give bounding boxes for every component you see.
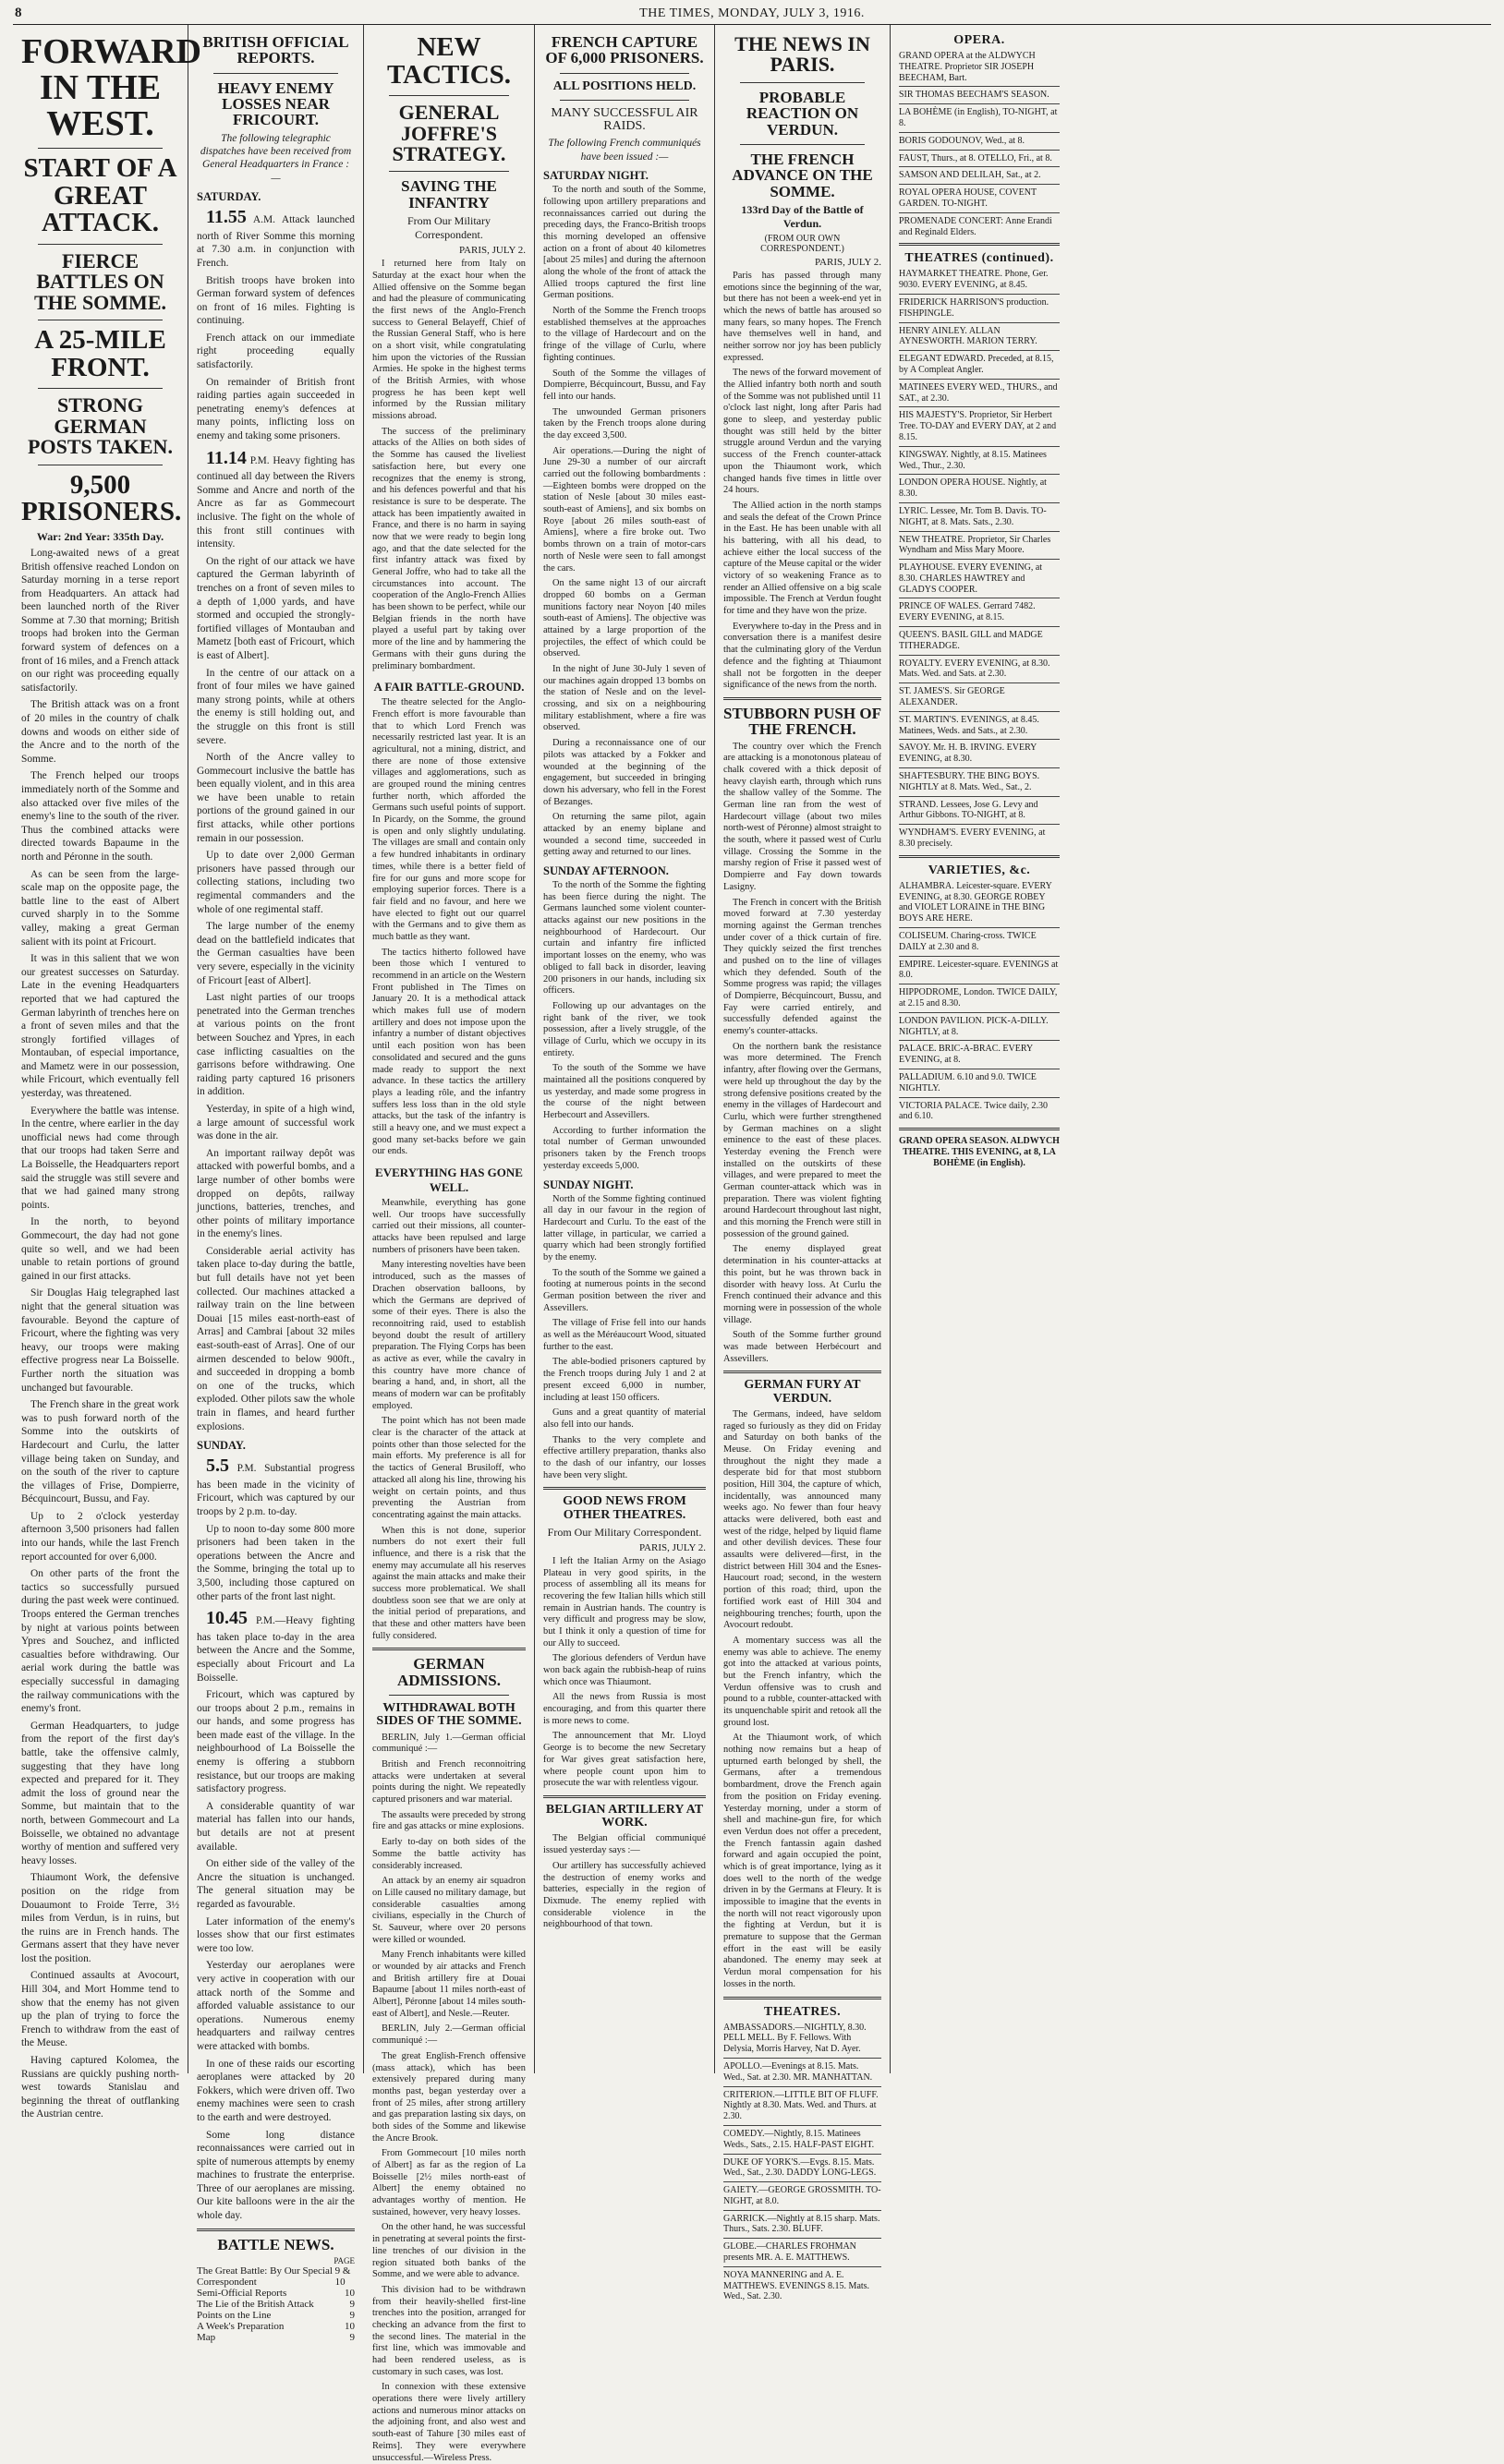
columns [13,25,1491,2463]
paragraph: The able-bodied prisoners captured by the French troops during July 1 and 2 at present exceed 6,000 in number, including at least 150 officers. [543,1357,706,1403]
battle-news-page: 9 [349,2299,355,2310]
paragraph: On returning the same pilot, again attacked by an enemy biplane and wounded a second time, succeeded in getting away and returned to our lines. [543,812,706,858]
listing-item: ROYAL OPERA HOUSE, COVENT GARDEN. TO-NIGHT. [899,187,1037,209]
varieties-title: VARIETIES, &c. [928,863,1031,877]
paragraph: The enemy displayed great determination in his counter-attacks at this point, but he was thrown back in disorder with heavy loss. At Curlu the French continued their advance and this morning were in possession of the whole village. [723,1244,881,1325]
dispatch-entry [197,376,355,443]
paragraph: Having captured Kolomea, the Russians are quickly pushing north-west towards Stanislau and beginning the threat of outflanking the Austrian centre. [21,2055,179,2120]
article-body [21,547,179,2121]
paragraph: North of the Somme the French troops established themselves at the approaches to the village of Hardecourt and on the fringe of the village of Curlu, where fighting continues. [543,306,706,363]
paragraph: Our artillery has successfully achieved the destruction of enemy works and batteries, especially in the region of Dixmude. The enemy replied with considerable violence in the neighbourhood of that town. [543,1860,706,1930]
theatre-listings [899,269,1060,849]
listing-item: HENRY AINLEY. ALLAN AYNESWORTH. MARION TERRY. [899,325,1037,347]
listing-item: QUEEN'S. BASIL GILL and MADGE TITHERADGE. [899,630,1043,651]
dispatch-text: In the centre of our attack on a front of four miles we have gained many strong points, while at others the enemy is still holding out, and the struggle on this front is still severe. [197,667,355,746]
listing-item: ELEGANT EDWARD. Preceded, at 8.15, by A Compleat Angler. [899,354,1054,375]
headline-german-admissions: GERMAN ADMISSIONS. [397,1655,501,1689]
dispatch-text: P.M.—Heavy fighting has taken place to-day in the area between the Ancre and the Somme, especially about Fricourt and La Boisselle. [197,1615,355,1684]
paragraph: To the south of the Somme we have maintained all the positions conquered by us yesterday, and made some progress in the course of the night between Herbecourt and Assevillers. [543,1063,706,1121]
running-head: THE TIMES, MONDAY, JULY 3, 1916. [639,6,865,20]
headline-good-news: GOOD NEWS FROM OTHER THEATRES. [563,1494,686,1522]
paragraph: The country over which the French are attacking is a monotonous plateau of chalk covered with a thick deposit of heavy clayish earth, through which runs the shallow valley of the Somme. The German line ran from the west of Hardecourt village (about two miles north-west of Péronne) almost straight to the south, where it passed west of Curlu village. Crossing the Somme in the marshy region of Frise it passed west of Dompierre and Fay down towards Lasigny. [723,741,881,892]
battle-news-item [197,2310,355,2321]
listing-item: CRITERION.—LITTLE BIT OF FLUFF. Nightly at 8.30. Mats. Wed. and Thurs. at 2.30. [723,2089,879,2122]
dispatch-intro: The following telegraphic dispatches have been received from General Headquarters in France :— [200,132,352,184]
dateline: PARIS, JULY 2. [814,256,881,268]
theatres-continued-title: THEATRES (continued). [904,251,1054,266]
battle-news-item [197,2265,355,2288]
listing-item: NOYA MANNERING and A. E. MATTHEWS. EVENINGS 8.15. Mats. Wed., Sat. 2.30. [723,2269,870,2302]
paragraph: The unwounded German prisoners taken by the French troops alone during the day exceed 3,500. [543,406,706,441]
paragraph: Thiaumont Work, the defensive position on the ridge from Douaumont to Froide Terre, 3½ miles from Verdun, is in ruins, but the ruins are in French hands. The Germans assert that they have never lost the position. [21,1872,179,1964]
dispatch-entry [197,991,355,1099]
dispatch-entry [197,1800,355,1854]
dispatch-entry [197,1857,355,1911]
paragraph: Meanwhile, everything has gone well. Our troops have successfully carried out their missions, all counter-attacks have been repulsed and large numbers of prisoners have been taken. [372,1198,526,1255]
headline-somme: FIERCE BATTLES ON THE SOMME. [33,248,166,314]
dispatch-entry [197,2058,355,2125]
column-british-official-reports [188,25,364,2343]
battle-news-page: 10 [345,2288,355,2299]
headline-air-raids: MANY SUCCESSFUL AIR RAIDS. [551,105,698,134]
war-line: War: 2nd Year: 335th Day. [36,529,164,543]
listing-item: PALACE. BRIC-A-BRAC. EVERY EVENING, at 8. [899,1044,1033,1066]
paragraph: The British attack was on a front of 20 miles in the country of chalk downs and woods on either side of the Ancre and to the north of the Somme. [21,699,179,765]
listing-item: STRAND. Lessees, Jose G. Levy and Arthur Gibbons. TO-NIGHT, at 8. [899,799,1038,821]
dispatch-time: 5.5 [206,1455,229,1477]
headline-british-official: BRITISH OFFICIAL REPORTS. [202,33,349,67]
listing-item: ST. JAMES'S. Sir GEORGE ALEXANDER. [899,686,1005,708]
dispatch-time: 11.14 [206,447,247,468]
opera-listings [899,51,1060,237]
paragraph: The glorious defenders of Verdun have won back again the rubbish-heap of ruins which once was Thiaumont. [543,1653,706,1687]
paragraph: South of the Somme further ground was made between Herbécourt and Assevillers. [723,1330,881,1364]
dispatch-time: 11.55 [206,207,247,228]
page-col-label: PAGE [334,2256,355,2265]
listing-item: ST. MARTIN'S. EVENINGS, at 8.45. Matinees, Weds. and Sats., at 2.30. [899,714,1039,736]
listing-item: WYNDHAM'S. EVERY EVENING, at 8.30 precisely. [899,827,1046,850]
dispatch-entry [197,1103,355,1143]
battle-news-item [197,2299,355,2310]
listing-item: LONDON OPERA HOUSE. Nightly, at 8.30. [899,477,1047,500]
listing-item: BORIS GODOUNOV, Wed., at 8. [899,135,1025,146]
battle-news-page: 9 & 10 [334,2265,351,2288]
dispatch-entry [197,206,355,270]
section-sunday: SUNDAY. [197,1439,246,1453]
dispatch-text: An important railway depôt was attacked with powerful bombs, and a large number of other bombs were dropped on depôts, railway junctions, batteries, trenches, and other points of military importance in the enemy's lines. [197,1147,355,1240]
paragraph: Many interesting novelties have been introduced, such as the masses of Drachen observation balloons, by which the Germans are deprived of some of their eyes. There is also the reconnoitring raid, used to establish beyond doubt the result of artillery preparation. The Flying Corps has been as active as ever, while the cavalry in this country have more chance of bearing a hand, and, in short, all the means of modern war can be profitably employed. [372,1260,526,1411]
listing-item: KINGSWAY. Nightly, at 8.15. Matinees Wed., Thur., 2.30. [899,449,1047,471]
dateline: PARIS, JULY 2. [458,245,526,257]
sunday-dispatches [197,1455,355,2222]
dispatch-entry [197,332,355,372]
listing-item: FAUST, Thurs., at 8. OTELLO, Fri., at 8. [899,152,1052,163]
paragraph: South of the Somme the villages of Dompierre, Bécquincourt, Bussu, and Fay fell into our hands. [543,368,706,402]
battle-news-index [197,2256,355,2343]
headline-positions-held: ALL POSITIONS HELD. [552,79,697,93]
byline: From Our Military Correspondent. [407,214,491,242]
dispatch-text: The large number of the enemy dead on the battlefield indicates that the German casualties have been very severe, especially in the vicinity of Fricourt [east of Albert]. [197,921,355,986]
listing-item: SAMSON AND DELILAH, Sat., at 2. [899,170,1041,181]
dispatch-entry [197,1147,355,1241]
listing-item: APOLLO.—Evenings at 8.15. Mats. Wed., Sat. at 2.30. MR. MANHATTAN. [723,2060,873,2083]
paragraph: The announcement that Mr. Lloyd George is to become the new Secretary for War gives great satisfaction here, where people count upon him to prosecute the war with relentless vigour. [543,1731,706,1789]
dispatch-time: 10.45 [206,1608,248,1629]
paragraph: BERLIN, July 1.—German official communiqué :— [372,1732,526,1755]
headline-posts: STRONG GERMAN POSTS TAKEN. [28,393,173,459]
paragraph: Continued assaults at Avocourt, Hill 304, and Mort Homme tend to show that the enemy has not given up the plan of trying to force the French to withdraw from the east of the Meuse. [21,1970,179,2049]
dispatch-text: In one of these raids our escorting aeroplanes were attacked by 20 Fokkers, which were driven off. Two enemy machines were seen to crash to the earth and were destroyed. [197,2058,355,2123]
dispatch-text: British troops have broken into German forward system of defences on front of 16 miles. Fighting is continuing. [197,274,355,327]
paragraph: BERLIN, July 2.—German official communiqué :— [372,2023,526,2047]
paragraph: To the south of the Somme we gained a footing at numerous points in the second German position between the river and Assevillers. [543,1267,706,1313]
dispatch-entry [197,1688,355,1796]
dispatch-text: North of the Ancre valley to Gommecourt inclusive the battle has been equally violent, and in this area we have been unable to retain portions of the ground gained in our first attacks, while other portions remain in our possession. [197,752,355,844]
listing-item: VICTORIA PALACE. Twice daily, 2.30 and 6.10. [899,1100,1048,1122]
listing-item: SAVOY. Mr. H. B. IRVING. EVERY EVENING, at 8.30. [899,743,1037,765]
dispatch-text: Up to date over 2,000 German prisoners have passed through our collecting stations, including two regimental commanders and the whole of one regimental staff. [197,850,355,915]
listing-item: GAIETY.—GEORGE GROSSMITH. TO-NIGHT, at 8.0. [723,2185,881,2206]
headline-belgian-artillery: BELGIAN ARTILLERY AT WORK. [545,1802,704,1830]
dispatch-text: On either side of the valley of the Ancre the situation is unchanged. The general situation may be regarded as favourable. [197,1858,355,1911]
paragraph: As can be seen from the large-scale map on the opposite page, the battle line to the east of Albert curved sharply in to the Somme valley, making a great German salient with its point at Fricourt. [21,868,179,948]
paragraph: The point which has not been made clear is the character of the attack at points other than those selected for the main efforts. My preference is all for the tactics of General Brusiloff, who attacked all along his line, throwing his weight on certain points, and thus preventing the Austrian from concentrating against the main attacks. [372,1416,526,1520]
paragraph: North of the Somme fighting continued all day in our favour in the region of Hardecourt and Curlu. To the east of the latter village, in particular, we carried a quarry which had been strongly fortified by the enemy. [543,1193,706,1262]
paragraph: Long-awaited news of a great British offensive reached London on Saturday morning in a terse report from Headquarters. An attack had been launched north of the River Somme at 7.30 that morning; British troops had broken into the German forward system of defences on a front of 16 miles, and a French attack on our right was proceeding equally satisfactorily. [21,547,179,694]
dispatch-text: Considerable aerial activity has taken place to-day during the battle, but full details have not yet been collected. Our machines attacked a railway train on the line between Douai [15 miles east-north-east of Arras] and Cambrai [about 32 miles east-south-east of Arras]. One of our airmen descended to below 900ft., and succeeded in dropping a bomb on one of the trucks, which exploded. Other pilots saw the whole train in flames, and heard further explosions. [197,1245,355,1432]
listing-item: GRAND OPERA at the ALDWYCH THEATRE. Proprietor SIR JOSEPH BEECHAM, Bart. [899,51,1036,83]
listing-item: NEW THEATRE. Proprietor, Sir Charles Wyndham and Miss Mary Moore. [899,534,1051,556]
battle-news-label: Semi-Official Reports [197,2288,287,2299]
section-saturday-night: SATURDAY NIGHT. [543,169,649,183]
dispatch-text: On the right of our attack we have captured the German labyrinth of trenches on a front of seven miles to a depth of 1,000 yards, and have stormed and occupied the strongly-fortified villages of Montauban and Mametz [both east of Fricourt, which is east of Albert]. [197,555,355,661]
dispatch-entry [197,1523,355,1604]
saturday-dispatches [197,206,355,1433]
listing-item: MATINEES EVERY WED., THURS., and SAT., at 2.30. [899,381,1058,404]
headline-new-tactics: NEW TACTICS. [386,32,512,90]
paragraph: In the north, to beyond Gommecourt, the day had not gone quite so well, and we had been unable to retain portions of ground gained in our first attacks. [21,1216,179,1282]
subhead-gone-well: EVERYTHING HAS GONE WELL. [375,1166,523,1194]
paragraph: The tactics hitherto followed have been those which I ventured to recommend in an article on the Western Front published in The Times on January 20. It is a methodical attack which makes full use of modern artillery and does not impose upon the infantry a number of distant objectives until each position won has been consolidated and secured and the guns made ready to support the next advance. In these tactics the artillery plays a leading rôle, and the infantry suffers less loss than in the old style attacks, but the task of the infantry is still a heavy one, and we must expect a good many set-backs before we gain our ends. [372,947,526,1157]
dispatch-entry [197,667,355,748]
dispatch-entry [197,1915,355,1956]
paragraph: The success of the preliminary attacks of the Allies on both sides of the Somme has caused the liveliest satisfaction here, but every one recognizes that the enemy is strong, and his defences powerful and that his resistance is sure to be desperate. The attack has been impatiently awaited in France, and there is no harm in saying now that we were ready to begin long ago, and that the date selected for the first infantry attack was fixed by General Joffre, who had to take all the circumstances into account. The cooperation of the Anglo-French Allies has been shown to be perfect, while our Belgian friends in the north have played a useful part by taking over more of the line and by hammering the Germans with their guns during the preliminary bombardment. [372,426,526,671]
battle-news-title: BATTLE NEWS. [217,2235,334,2253]
headline-stubborn-push: STUBBORN PUSH OF THE FRENCH. [723,704,881,739]
headline-front: A 25-MILE FRONT. [34,325,166,382]
section-sunday-afternoon: SUNDAY AFTERNOON. [543,864,669,878]
dispatch-text: On remainder of British front raiding parties again succeeded in penetrating enemy's defences at many points, inflicting loss on enemy and taking some prisoners. [197,376,355,442]
listing-item: LA BOHÈME (in English), TO-NIGHT, at 8. [899,107,1058,128]
battle-news-label: A Week's Preparation [197,2321,285,2332]
dispatch-text: A considerable quantity of war material has fallen into our hands, but details are not at present available. [197,1800,355,1853]
paragraph: In connexion with these extensive operations there were lively artillery actions and numerous minor attacks on the adjoining front, and also west and south-east of Tahure [30 miles east of Reims]. They were everywhere unsuccessful.—Wireless Press. [372,2382,526,2463]
theatre-listings [723,2023,881,2303]
battle-news-label: Points on the Line [197,2310,272,2321]
paragraph: British and French reconnoitring attacks were undertaken at several points during the night. We repeatedly captured prisoners and war material. [372,1759,526,1806]
dispatch-entry [197,274,355,328]
listing-item: LYRIC. Lessee, Mr. Tom B. Davis. TO-NIGHT, at 8. Mats. Sats., 2.30. [899,505,1047,527]
dispatch-entry [197,751,355,845]
paragraph: When this is not done, superior numbers do not exert their full influence, and there is a risk that the enemy may accumulate all his reserves against the main attacks and make their success more problematical. We shall doubtless soon see that we are only at the initial period of preparations, and that these and other matters have been fully considered. [372,1525,526,1641]
paragraph: Everywhere to-day in the Press and in conversation there is a manifest desire that the culminating glory of the Verdun defence and the fighting at Thiaumont shall not be forgotten in the deeper significance of the news from the north. [723,621,881,691]
battle-news-page: 9 [349,2332,355,2343]
paragraph: I left the Italian Army on the Asiago Plateau in very good spirits, in the process of assembling all its means for recovering the few Italian hills which still remain in Austrian hands. The country is very difficult and progress may be slow, but I think it only a question of time for our Ally to succeed. [543,1555,706,1649]
listing-item: DUKE OF YORK'S.—Evgs. 8.15. Mats. Wed., Sat., 2.30. DADDY LONG-LEGS. [723,2156,877,2179]
column-forward-in-the-west [13,25,201,2120]
paragraph: Paris has passed through many emotions since the beginning of the war, but there has not been a week-end yet in which the news of battle has aroused so many fears, so many hopes. The French have themselves well in hand, and neither sorrow nor joy has been publicly expressed. [723,270,881,363]
paragraph: Air operations.—During the night of June 29-30 a number of our aircraft carried out the following bombardments :—Eighteen bombs were dropped on the station of Nesle [about 30 miles east-south-east of Amiens], and six bombs on Roye [about 26 miles south-east of Amiens], where a fire broke out. Two bombs thrown on a train of motor-cars north of Nesle were seen to fall amongst the cars. [543,445,706,574]
dispatch-entry [197,1607,355,1685]
column-entertainments [891,25,1068,2073]
paragraph: On the other hand, he was successful in penetrating at several points the first-line trenches of our division in the region situated both banks of the Somme, and we were able to advance. [372,2222,526,2280]
dispatch-text: Up to noon to-day some 800 more prisoners had been taken in the operations between the Ancre and the Somme, bringing the total up to 3,500, including those captured on other parts of the front last night. [197,1523,355,1602]
paragraph: To the north and south of the Somme, following upon artillery preparations and reconnaissances carried out during the preceding days, the Franco-British troops this morning developed an offensive action on a front of about 40 kilometres [about 25 miles] and during the afternoon along the whole of the front of attack the Allied troops captured the first line German positions. [543,185,706,301]
listing-item: ALHAMBRA. Leicester-square. EVERY EVENING, at 8.30. GEORGE ROBEY and VIOLET LORAINE in THE BING BOYS ARE HERE. [899,880,1052,924]
communique-intro: The following French communiqués have been issued :— [548,138,701,163]
listing-item: FRIDERICK HARRISON'S production. FISHPINGLE. [899,296,1049,319]
listing-item: HAYMARKET THEATRE. Phone, Ger. 9030. EVERY EVENING, at 8.45. [899,269,1049,291]
battle-news-label: The Great Battle: By Our Special Correspondent [197,2265,333,2288]
listing-item: SHAFTESBURY. THE BING BOYS. NIGHTLY at 8. Mats. Wed., Sat., 2. [899,771,1040,792]
dispatch-text: Some long distance reconnaissances were carried out in spite of numerous attempts by enemy machines to frustrate the enterprise. Three of our aeroplanes are missing. Our kite balloons were in the air the whole day. [197,2129,355,2222]
paragraph: Up to 2 o'clock yesterday afternoon 3,500 prisoners had fallen into our hands, while the last French report accounted for over 6,000. [21,1510,179,1563]
headline-news-paris: THE NEWS IN PARIS. [734,32,870,77]
listing-item: LONDON PAVILION. PICK-A-DILLY. NIGHTLY, at 8. [899,1015,1049,1037]
opera-title: OPERA. [953,33,1005,47]
listing-item: AMBASSADORS.—NIGHTLY, 8.30. PELL MELL. By F. Fellows. With Delysia, Morris Harvey, Nat D. Ayer. [723,2022,867,2055]
headline-saving-infantry: SAVING THE INFANTRY [401,177,497,211]
paragraph: The theatre selected for the Anglo-French effort is more favourable than that to which Lord French was necessarily restricted last year. It is an agricultural, not a mining, district, and there are none of those extensive villages and agglomerations, such as are grouped round the mining centres further north, which afforded the Germans such useful points of support. In Picardy, on the Somme, the ground is open and only slightly undulating. The villages are small and contain only a few hundred inhabitants in ordinary times, while there is a better field of fire for our guns and more scope for employing superior forces. There is a fair field and no favour, and here we have elected to fight out our quarrel with the Germans and to give them as much battle as they want. [372,697,526,942]
variety-listings [899,881,1060,1122]
theatres-title: THEATRES. [763,2004,842,2019]
headline-verdun: PROBABLE REACTION ON VERDUN. [746,88,859,139]
dispatch-entry [197,1959,355,2053]
paragraph: The French share in the great work was to push forward north of the Somme into the outskirts of Hardecourt and Curlu, the latter village being taken on Sunday, and on the south of the river to capture the villages of Frise, Dompierre, Bécquincourt, Bussu, and Fay. [21,1399,179,1505]
section-sunday-night: SUNDAY NIGHT. [543,1178,634,1191]
paragraph: It was in this salient that we won our greatest successes on Saturday. Late in the evening Headquarters reported that we had captured the German labyrinth of trenches here on a front of seven miles and that the strongly fortified villages of Montauban, of especial importance, and Mametz were in our possession, while Fricourt, which eventually fell yesterday, was threatened. [21,953,179,1100]
dispatch-entry [197,555,355,663]
paragraph: An attack by an enemy air squadron on Lille caused no military damage, but considerable casualties among civilians, especially in the Church of St. Sauveur, where over 20 persons were killed or wounded. [372,1876,526,1945]
masthead [13,4,1491,25]
dispatch-text: A.M. Attack launched north of River Somme this morning at 7.30 a.m. in conjunction with French. [197,214,356,269]
column-new-tactics [364,25,535,2463]
battle-news-page: 10 [345,2321,355,2332]
paragraph: The French helped our troops immediately north of the Somme and also attacked over five miles of the enemy's line to the south of the river. Thus the combined attacks were directed towards Bapaume in the north and Péronne in the south. [21,770,179,863]
paragraph: In the night of June 30-July 1 seven of our machines again dropped 13 bombs on the station of Nesle and on the level-crossing, and six on a neighbouring military establishment, where a fire was observed. [543,664,706,733]
paragraph: Many French inhabitants were killed or wounded by air attacks and French and British artillery fire at Douai Bapaume [about 11 miles north-east of Albert], Péronne [about 14 miles south-east of Albert], and Nesle.—Reuter. [372,1950,526,2019]
headline-main: FORWARD IN THE WEST. [21,32,201,143]
paragraph: According to further information the total number of German unwounded prisoners taken by the French troops yesterday exceeds 5,000. [543,1125,706,1171]
paragraph: The Allied action in the north stamps and seals the defeat of the Crown Prince in the East. He has been unable with all his battering, with all his dead, to achieve either the local success of the capture of the Meuse capital or the wider victory of so weakening France as to render an Allied offensive on a big scale impossible. The French at Verdun fought for time and they have won the prize. [723,500,881,617]
verdun-day: 133rd Day of the Battle of Verdun. [741,202,864,230]
dispatch-text: Last night parties of our troops penetrated into the German trenches at various points on the front between Souchez and Ypres, in each case inflicting casualties on the garrisons before withdrawing. One raiding party captured 16 prisoners in addition. [197,992,355,1098]
byline: (FROM OUR OWN CORRESPONDENT.) [760,233,844,254]
paragraph: This division had to be withdrawn from their heavily-shelled first-line trenches into the position, arranged for checking an advance from the first to the second lines. The material in the first line, which was immovable and had been rendered useless, as is customary in such cases, was lost. [372,2284,526,2377]
listing-item: ROYALTY. EVERY EVENING, at 8.30. Mats. Wed. and Sats. at 2.30. [899,658,1050,680]
battle-news-label: The Lie of the British Attack [197,2299,314,2310]
dispatch-entry [197,447,355,551]
paragraph: German Headquarters, to judge from the report of the first day's battle, take the offensive calmly, suggesting that they have long expected and prepared for it. They admit the loss of ground near the Somme, but maintain that to the north, between Gommecourt and La Boisselle, we obtained no advantage worthy of mention and suffered very heavy losses. [21,1720,179,1866]
paragraph: Sir Douglas Haig telegraphed last night that the general situation was favourable. Beyond the capture of Fricourt, where the fighting was very heavy, our troops were making effective progress near La Boisselle. Further north the situation was unchanged but favourable. [21,1287,179,1394]
listing-item: GLOBE.—CHARLES FROHMAN presents MR. A. E. MATTHEWS. [723,2241,856,2264]
dispatch-entry [197,920,355,987]
dispatch-text: Yesterday our aeroplanes were very active in cooperation with our attack north of the Somme and afforded valuable assistance to our operations. Numerous enemy headquarters and railway centres were attacked with bombs. [197,1960,355,2052]
paragraph: All the news from Russia is most encouraging, and from this quarter there is more news to come. [543,1692,706,1726]
battle-news-page: 9 [349,2310,355,2321]
paragraph: The great English-French offensive (mass attack), which has been extensively prepared during many months past, began yesterday over a front of 25 miles, after strong artillery and gas preparation lasting six days, on both sides of the Somme and likewise the Ancre Brook. [372,2050,526,2144]
listing-item: HIPPODROME, London. TWICE DAILY, at 2.15 and 8.30. [899,987,1058,1009]
page-number: 8 [15,6,22,20]
listing-item: COLISEUM. Charing-cross. TWICE DAILY at 2.30 and 8. [899,931,1037,952]
paragraph: Early to-day on both sides of the Somme the battle activity has considerably increased. [372,1837,526,1871]
headline-french-capture: FRENCH CAPTURE OF 6,000 PRISONERS. [545,33,704,67]
paragraph: Everywhere the battle was intense. In the centre, where earlier in the day unofficial news had come through that our troops had taken Serre and La Boisselle, the Headquarters report said the struggle was still severe and that we had gained many strong points. [21,1105,179,1211]
dispatch-text: Later information of the enemy's losses show that our first estimates were too low. [197,1915,355,1954]
headline-prisoners: 9,500 PRISONERS. [21,469,182,527]
paragraph: I returned here from Italy on Saturday at the exact hour when the Allied offensive on the Somme began and had the pleasure of communicating the first news of the Anglo-French success to General Belayeff, Chief of the Russian General Staff, who is here on a short visit, while congratulating him upon the victories of the Russian Armies. He spoke in the highest terms of the British Armies, with whose progress he has been kept well informed by the Russian military missions abroad. [372,259,526,422]
paragraph: From Gommecourt [10 miles north of Albert] as far as the region of La Boisselle [2½ miles north-east of Albert] the enemy obtained no advantages worthy of mention. He sustained, however, very heavy losses. [372,2148,526,2217]
paragraph: A momentary success was all the enemy was able to achieve. The enemy got into the attacked at various points, but the French infantry, which the Verdun offensive was to crush and pound to a rubble, counter-attacked with its unquenchable spirit and retook all the ground lost. [723,1635,881,1728]
battle-news-label: Map [197,2332,216,2343]
headline-french-advance: THE FRENCH ADVANCE ON THE SOMME. [732,150,873,200]
paragraph: During a reconnaissance one of our pilots was attacked by a Fokker and wounded at the beginning of the engagement, but succeeded in bringing down his adversary, who fell in the Forest of Bezanges. [543,738,706,807]
listing-item: HIS MAJESTY'S. Proprietor, Sir Herbert Tree. TO-DAY and EVERY DAY, at 2 and 8.15. [899,410,1057,442]
dispatch-text: P.M. Heavy fighting has continued all day between the Rivers Somme and Ancre and north of the Ancre as far as Gommecourt inclusive. The fight on the whole of this front still continues with intensity. [197,454,355,550]
opera-footer: GRAND OPERA SEASON. ALDWYCH THEATRE. THIS EVENING, at 8, LA BOHÈME (in English). [899,1136,1060,1168]
battle-news-item [197,2321,355,2332]
listing-item: EMPIRE. Leicester-square. EVENINGS at 8.0. [899,959,1059,981]
battle-news-item [197,2288,355,2299]
listing-item: SIR THOMAS BEECHAM'S SEASON. [899,90,1049,101]
paragraph: The Belgian official communiqué issued yesterday says :— [543,1833,706,1856]
paragraph: The assaults were preceded by strong fire and gas attacks or mine explosions. [372,1809,526,1832]
dispatch-text: Fricourt, which was captured by our troops about 2 p.m., remains in our hands, and some progress has been made east of the village. In the neighbourhood of La Boisselle the enemy is offering a stubborn resistance, but our troops are making satisfactory progress. [197,1689,355,1795]
column-news-in-paris [715,25,891,2302]
paragraph: Following up our advantages on the right bank of the river, we took possession, after a lively struggle, of the village of Curlu, which we occupy in its entirety. [543,1000,706,1058]
paragraph: On the northern bank the resistance was more determined. The French infantry, after flowing over the Germans, were held up throughout the day by the strong defensive positions created by the enemy in the villages of Hardecourt and Curlu, which were further strengthened by German machines on a slight eminence to the east of these places. Yesterday evening the French were installed on the outskirts of these villages, and were prepared to meet the German counter-attack which was in preparation. There was violent fighting around Hardecourt throughout last night, and this morning the French were still in possession of the ground gained. [723,1041,881,1239]
column-french-capture [535,25,715,2073]
paragraph: The news of the forward movement of the Allied infantry both north and south of the Somme was not published until 11 o'clock last night, long after Paris had gone to sleep, and yesterday public thought was still held by the bitter struggle around Verdun and the varying success of the French counter-attack upon the Thiaumont work, which changed hands five times in little over 24 hours. [723,368,881,496]
headline-withdrawal: WITHDRAWAL BOTH SIDES OF THE SOMME. [376,1701,522,1729]
listing-item: PROMENADE CONCERT: Anne Erandi and Reginald Elders. [899,215,1052,237]
dateline: PARIS, JULY 2. [638,1541,706,1553]
listing-item: COMEDY.—Nightly, 8.15. Matinees Weds., Sats., 2.15. HALF-PAST EIGHT. [723,2128,875,2150]
headline-heavy-losses: HEAVY ENEMY LOSSES NEAR FRICOURT. [217,79,334,129]
listing-item: PALLADIUM. 6.10 and 9.0. TWICE NIGHTLY. [899,1071,1037,1093]
subhead-battle-ground: A FAIR BATTLE-GROUND. [373,680,525,695]
headline-joffre: GENERAL JOFFRE'S STRATEGY. [392,101,506,166]
dispatch-text: P.M. Substantial progress has been made in the vicinity of Fricourt, which was captured by our troops by 2 p.m. to-day. [197,1463,355,1517]
headline-start-attack: START OF A GREAT ATTACK. [23,153,177,238]
headline-german-fury: GERMAN FURY AT VERDUN. [744,1378,861,1406]
paragraph: Thanks to the very complete and effective artillery preparation, thanks also to the dash of our infantry, our losses have been very slight. [543,1434,706,1480]
dispatch-entry [197,1245,355,1433]
paragraph: At the Thiaumont work, of which nothing now remains but a heap of upturned earth belonged by shell, the Germans, after a tremendous bombardment, drove the French again from the position on Friday evening. Yesterday morning, under a storm of shell and machine-gun fire, for which even Verdun does not offer a precedent, the French fantassin again dashed forward and again occupied the point, which is of great importance, lying as it does well to the north of the wedge driven in by the Germans at Fleury. It is impossible to imagine that the events in the north will not react vigorously upon the fighting at Verdun, but it is premature to suppose that the German effort in the east will be easily abandoned. The enemy may seek at Verdun moral compensation for his losses in the north. [723,1733,881,1989]
paragraph: The Germans, indeed, have seldom raged so furiously as they did on Friday and Saturday on both banks of the Meuse. On Friday evening and throughout the night they made a desperate bid for that most stubborn position, Hill 304, the capture of which, incidentally, was announced many weeks ago. No fewer than four heavy attacks were delivered, both east and west of the ridge, helped by liquid flame and other devilish devices. These four assaults were delivered—first, in the district between Hill 304 and the Esnes-Haucourt road; second, in the western portion of this road; third, upon the fortified work east of Hill 304 and neighbouring trenches; fourth, upon the Avocourt redoubt. [723,1408,881,1631]
paragraph: The French in concert with the British moved forward at 7.30 yesterday morning against the German trenches under cover of a thick curtain of fire. They quickly seized the first trenches and pushed on to the line of villages which they defended. South of the Somme progress was rapid; the villages of Dompierre, Bécquincourt, Bussu, and Fay were carried entirely, and successfully defended against the enemy's counter-attacks. [723,897,881,1037]
dispatch-entry [197,1455,355,1518]
dispatch-entry [197,849,355,916]
paragraph: The village of Frise fell into our hands as well as the Méréaucourt Wood, situated further to the east. [543,1318,706,1352]
dispatch-text: French attack on our immediate right proceeding equally satisfactorily. [197,332,355,371]
listing-item: PLAYHOUSE. EVERY EVENING, at 8.30. CHARLES HAWTREY and GLADYS COOPER. [899,562,1043,595]
paragraph: Guns and a great quantity of material also fell into our hands. [543,1407,706,1430]
battle-news-item [197,2332,355,2343]
paragraph: On other parts of the front the tactics so successfully pursued during the past week were continued. Troops entered the German trenches by night at various points between Ypres and Souchez, and inflicted casualties before withdrawing. Our aerial work during the battle was especially successful in damaging the railway communications with the enemy's front. [21,1568,179,1715]
listing-item: GARRICK.—Nightly at 8.15 sharp. Mats. Thurs., Sats. 2.30. BLUFF. [723,2213,880,2235]
section-saturday: SATURDAY. [197,190,261,204]
byline: From Our Military Correspondent. [547,1525,702,1539]
paragraph: On the same night 13 of our aircraft dropped 60 bombs on a German munitions factory near Noyon [40 miles south-east of Amiens]. The objective was attained by a large proportion of the projectiles, the effect of which could be observed. [543,578,706,659]
dispatch-entry [197,2129,355,2223]
paragraph: To the north of the Somme the fighting has been fierce during the night. The Germans launched some violent counter-attacks against our new positions in the neighbourhood of Hardecourt. Our curtain and infantry fire inflicted important losses on the enemy, who was obliged to fall back in disorder, leaving 200 prisoners in our hands, including six officers. [543,880,706,996]
dispatch-text: Yesterday, in spite of a high wind, a large amount of successful work was done in the air. [197,1103,355,1142]
listing-item: PRINCE OF WALES. Gerrard 7482. EVERY EVENING, at 8.15. [899,601,1036,623]
